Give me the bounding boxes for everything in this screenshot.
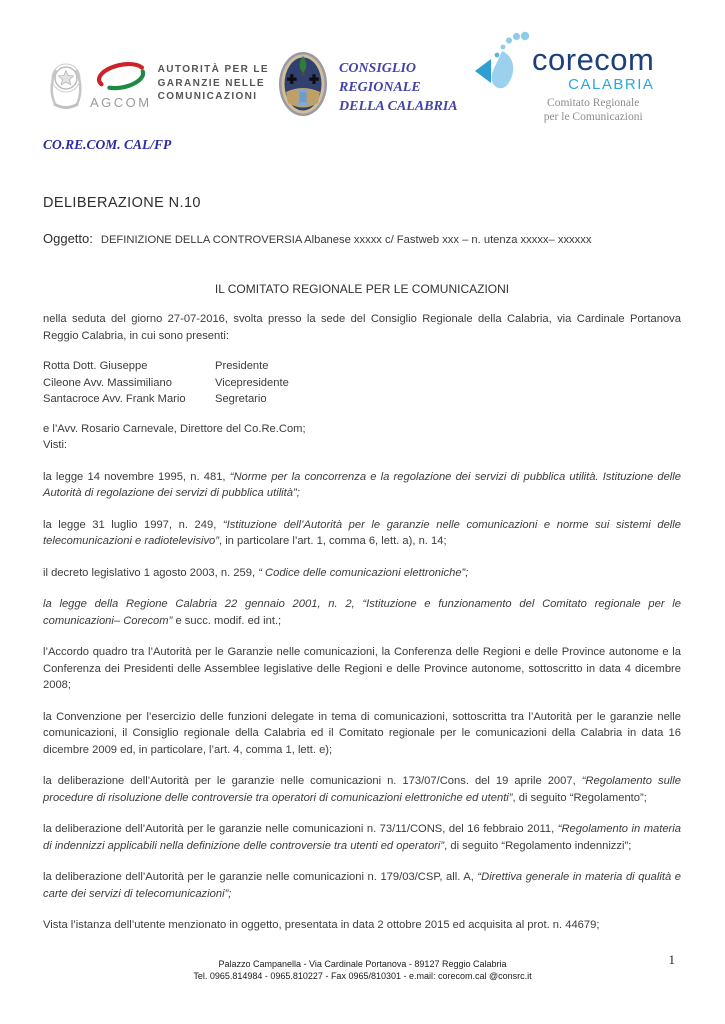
subject-text: DEFINIZIONE DELLA CONTROVERSIA Albanese xxxxx c/ Fastweb xxx – n. utenza xxxxx– xxxxxx xyxy=(100,234,592,246)
text-segment: la Convenzione per l’esercizio delle funzioni delegate in tema di comunicazioni, sottoscritta tra l’Autorità per le garanzie nelle comunicazioni, il Consiglio regionale della Calabria ed il Comitato regionale per le comunicazioni della Calabria in data 16 dicembre 2009 ed, in particolare, l’art. 4, comma 1, lett. e); xyxy=(43,710,681,756)
body-paragraph xyxy=(43,517,681,550)
text-segment: l’Accordo quadro tra l’Autorità per le Garanzie nelle comunicazioni, la Conferenza delle Regioni e delle Province autonome e la Conferenza dei Presidenti delle Assemblee legislative delle Regioni e delle Province autonome, sottoscritto in data 4 dicembre 2008; xyxy=(43,646,681,691)
text-segment: la deliberazione dell’Autorità per le garanzie nelle comunicazioni n. 179/03/CSP, all. A, xyxy=(43,871,478,883)
director-line: e l’Avv. Rosario Carnevale, Direttore del Co.Re.Com; xyxy=(43,422,306,435)
quoted-title-segment: “Norme per la concorrenza e la regolazione dei servizi di pubblica utilità. Istituzione delle Autorità di regolazione dei servizi di pubblica utilità”; xyxy=(43,470,681,499)
member-row xyxy=(43,391,681,408)
text-segment: e succ. modif. ed int.; xyxy=(172,614,282,627)
member-name: Rotta Dott. Giuseppe xyxy=(43,360,148,372)
body-paragraph xyxy=(43,565,681,582)
agcom-abbr-label: AGCOM xyxy=(90,95,152,110)
text-segment: Vista l’istanza dell’utente menzionato in oggetto, presentata in data 2 ottobre 2015 ed acquisita al prot. n. 44679; xyxy=(43,919,600,931)
text-segment: il decreto legislativo 1 agosto 2003, n. 259, xyxy=(43,566,259,579)
agcom-title-line: GARANZIE NELLE xyxy=(157,77,266,89)
calabria-crest-icon xyxy=(278,51,328,117)
corecom-subtitle xyxy=(532,97,654,124)
text-segment: , in particolare l’art. 1, comma 6, lett. a), n. 14; xyxy=(218,535,447,547)
document-content xyxy=(43,137,681,934)
body-paragraph xyxy=(43,596,681,629)
footer-address: Palazzo Campanella - Via Cardinale Portanova - 89127 Reggio Calabria xyxy=(218,959,507,969)
consiglio-regionale-logo xyxy=(278,51,458,117)
consiglio-title-line: DELLA CALABRIA xyxy=(339,99,458,114)
agcom-title xyxy=(158,63,269,104)
member-role: Vicepresidente xyxy=(215,376,289,389)
corecom-subtitle-line: per le Comunicazioni xyxy=(543,110,643,123)
quoted-title-segment: “Regolamento in materia di indennizzi applicabili nella definizione delle controversie tra utenti ed operatori” xyxy=(43,823,681,852)
text-segment: la deliberazione dell’Autorità per le garanzie nelle comunicazioni n. 173/07/Cons. del 19 aprile 2007, xyxy=(43,775,582,787)
corecom-subtitle-line: Comitato Regionale xyxy=(547,97,640,109)
body-paragraph xyxy=(43,709,681,759)
member-name: Cileone Avv. Massimiliano xyxy=(43,376,172,389)
body-paragraph xyxy=(43,773,681,806)
committee-heading: IL COMITATO REGIONALE PER LE COMUNICAZIONI xyxy=(214,282,510,296)
quoted-title-segment: “Direttiva generale in materia di qualità e carte dei servizi di telecomunicazioni”; xyxy=(43,871,681,900)
agcom-swoosh-icon xyxy=(95,56,147,94)
consiglio-title-line: CONSIGLIO xyxy=(339,61,417,76)
body-paragraph xyxy=(43,869,681,902)
body-paragraph xyxy=(43,917,681,934)
visti-label: Visti: xyxy=(43,439,68,451)
text-segment: la legge 31 luglio 1997, n. 249, xyxy=(43,518,223,531)
body-paragraph xyxy=(43,469,681,502)
subject-line xyxy=(43,230,681,248)
document-title: DELIBERAZIONE N.10 xyxy=(43,195,201,211)
corecom-brand-label: corecom xyxy=(532,42,655,77)
corecom-mark-icon xyxy=(472,27,530,105)
corecom-wordmark xyxy=(532,42,655,124)
quoted-title-segment: “Istituzione dell’Autorità per le garanzie nelle comunicazioni e norme sui sistemi delle telecomunicazioni e radiotelevisivo” xyxy=(43,518,681,547)
session-paragraph: nella seduta del giorno 27-07-2016, svolta presso la sede del Consiglio Regionale della Calabria, via Cardinale Portanova Reggio Calabria, in cui sono presenti: xyxy=(43,313,681,342)
recitals xyxy=(43,469,681,934)
page-footer xyxy=(0,958,725,982)
subject-label: Oggetto: xyxy=(43,231,93,246)
text-segment: , di seguito “Regolamento indennizzi”; xyxy=(444,839,632,852)
footer-contacts: Tel. 0965.814984 - 0965.810227 - Fax 0965/810301 - e.mail: corecom.cal @consrc.it xyxy=(193,971,532,981)
body-paragraph xyxy=(43,821,681,854)
member-row xyxy=(43,358,681,375)
page-number: 1 xyxy=(668,952,675,967)
quoted-title-segment: la legge della Regione Calabria 22 gennaio 2001, n. 2, “Istituzione e funzionamento del Comitato regionale per le comunicazioni– Corecom” xyxy=(43,598,681,627)
corecom-logo xyxy=(472,27,654,124)
agcom-logo xyxy=(46,56,269,114)
members-list xyxy=(43,358,681,408)
body-paragraph xyxy=(43,644,681,694)
agcom-title-line: AUTORITÀ PER LE xyxy=(157,64,270,75)
member-row xyxy=(43,375,681,392)
agcom-title-line: COMUNICAZIONI xyxy=(157,91,258,102)
corecom-region-label: CALABRIA xyxy=(568,76,655,93)
document-reference: CO.RE.COM. CAL/FP xyxy=(43,137,172,152)
text-segment: , di seguito “Regolamento”; xyxy=(512,791,647,804)
member-role: Segretario xyxy=(215,393,267,405)
consiglio-title-line: REGIONALE xyxy=(339,80,421,95)
text-segment: la deliberazione dell’Autorità per le garanzie nelle comunicazioni n. 73/11/CONS, del 16 febbraio 2011, xyxy=(43,823,558,835)
quoted-title-segment: “ Codice delle comunicazioni elettroniche”; xyxy=(258,566,469,579)
member-role: Presidente xyxy=(215,360,269,372)
member-name: Santacroce Avv. Frank Mario xyxy=(43,393,186,405)
quoted-title-segment: “Regolamento sulle procedure di risoluzione delle controversie tra operatori di comunicazioni elettroniche ed utenti” xyxy=(43,775,681,804)
text-segment: la legge 14 novembre 1995, n. 481, xyxy=(43,470,230,483)
agcom-mark xyxy=(90,56,152,110)
italy-emblem-icon xyxy=(46,56,86,114)
consiglio-title xyxy=(339,59,458,116)
